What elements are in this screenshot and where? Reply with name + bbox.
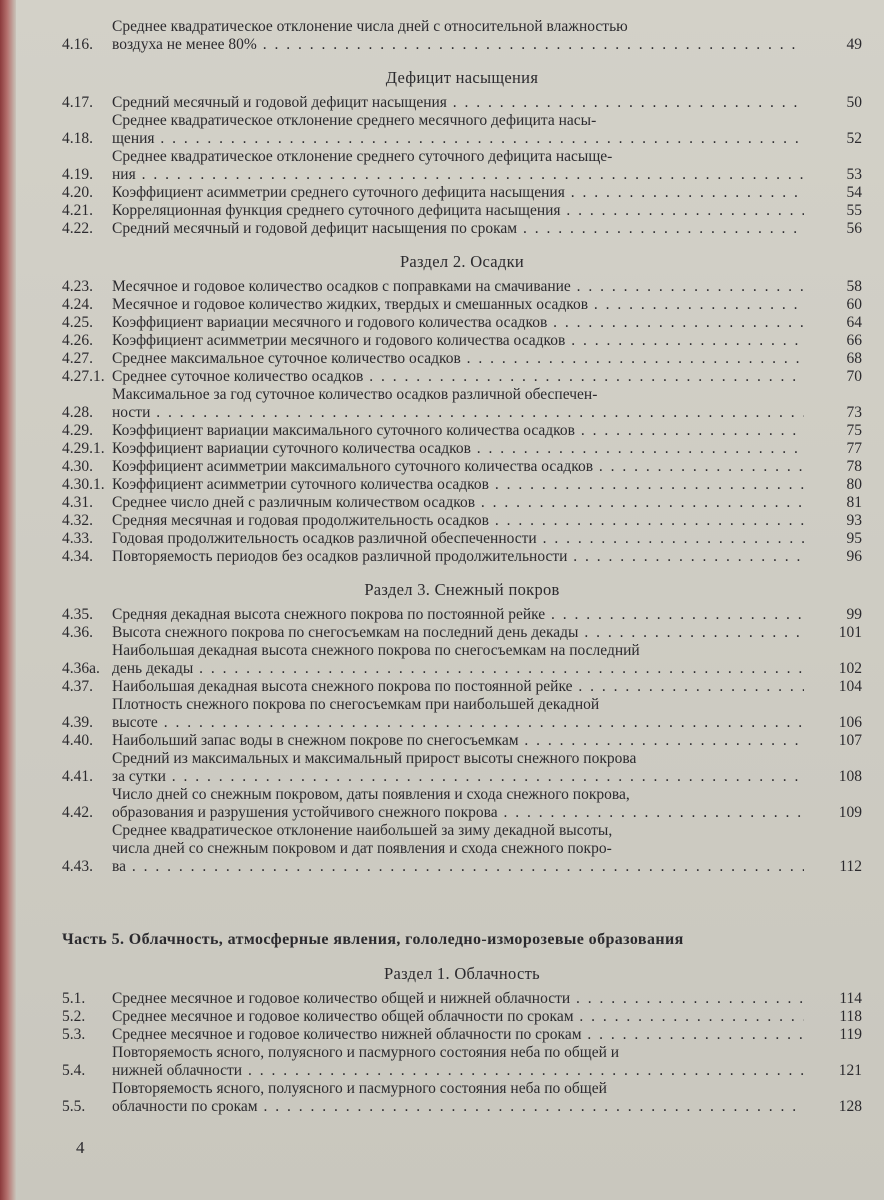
toc-entry-line: Среднее максимальное суточное количество осадков . . . [112,350,804,368]
toc-entry-line: за сутки . . . [112,768,804,786]
toc-entry-line: Наибольшая декадная высота снежного покрова по постоянной рейке . . . [112,678,804,696]
toc-entry-title [112,94,804,112]
toc-entry-number: 4.30. [62,458,93,475]
toc-entry-number: 4.30.1. [62,476,105,493]
toc-entry [62,624,862,642]
red-page-edge [0,0,16,1200]
toc-entry-page: 55 [846,202,862,219]
toc-entry-number: 4.17. [62,94,93,111]
toc-entry-number: 4.40. [62,732,93,749]
toc-entry-line: Среднее месячное и годовое количество нижней облачности по срокам . . . [112,1026,804,1044]
toc-entry-title [112,350,804,368]
toc-entry-page: 66 [846,332,862,349]
toc-entry-line: Среднее квадратическое отклонение среднего суточного дефицита насыще- [112,148,613,165]
toc-entry-number: 4.24. [62,296,93,313]
toc-entry-number: 4.29. [62,422,93,439]
toc-entry-number: 5.2. [62,1008,86,1025]
toc-entry-page: 68 [846,350,862,367]
toc-entry-title [112,696,804,732]
section-heading: Раздел 2. Осадки [399,252,525,271]
toc-entry-number: 4.32. [62,512,93,529]
toc-entry-number: 4.43. [62,858,93,875]
toc-entry-line: день декады . . . [112,660,804,678]
toc-entry-page: 58 [846,278,862,295]
toc-entry-line: числа дней со снежным покровом и дат появления и схода снежного покро- [112,840,612,857]
toc-entry-line: Коэффициент асимметрии максимального суточного количества осадков . . . [112,458,804,476]
toc-entry-title [112,440,804,458]
toc-entry-page: 52 [846,130,862,147]
toc-entry-line: Коэффициент вариации максимального суточного количества осадков . . . [112,422,804,440]
toc-entry-number: 4.33. [62,530,93,547]
toc-entry-page: 112 [839,858,862,875]
toc-entry [62,296,862,314]
toc-entry-line: Среднее квадратическое отклонение наибольшей за зиму декадной высоты, [112,822,613,839]
toc-entry-number: 5.5. [62,1098,86,1115]
toc-entry-number: 5.4. [62,1062,86,1079]
toc-entry [62,476,862,494]
toc-entry-page: 50 [846,94,862,111]
toc-entry-page: 107 [838,732,862,749]
toc-entry-page: 101 [838,624,862,641]
toc-entry [62,148,862,184]
toc-entry [62,94,862,112]
toc-entry [62,678,862,696]
toc-entry [62,368,862,386]
toc-entry-line: Годовая продолжительность осадков различной обеспеченности . . . [112,530,804,548]
toc-entry-page: 80 [846,476,862,493]
toc-entry-line: Коэффициент асимметрии месячного и годового количества осадков . . . [112,332,804,350]
toc-entry-title [112,332,804,350]
toc-entry [62,202,862,220]
toc-entry-number: 4.21. [62,202,93,219]
toc-entry [62,696,862,732]
toc-entry-number: 4.31. [62,494,93,511]
toc-entry-number: 4.34. [62,548,93,565]
toc-entry-page: 118 [839,1008,862,1025]
toc-entry-line: Средний месячный и годовой дефицит насыщения по срокам . . . [112,220,804,238]
toc-entry [62,786,862,822]
toc-entry-title [112,296,804,314]
toc-entry-number: 4.42. [62,804,93,821]
toc-entry [62,350,862,368]
toc-entry-line: Коэффициент вариации суточного количества осадков . . . [112,440,804,458]
toc-entry-number: 4.22. [62,220,93,237]
toc-entry-line: Месячное и годовое количество осадков с поправками на смачивание . . . [112,278,804,296]
toc-entry-title [112,202,804,220]
toc-entry-number: 4.23. [62,278,93,295]
toc-entry-title [112,18,804,54]
toc-entry [62,1026,862,1044]
toc-entry [62,440,862,458]
toc-entry-number: 4.26. [62,332,93,349]
toc-entry-line: облачности по срокам . . . [112,1098,804,1116]
footer-page-number: 4 [76,1138,85,1157]
toc-entry [62,422,862,440]
toc-entry-line: Среднее квадратическое отклонение среднего месячного дефицита насы- [112,112,597,129]
toc-entry-title [112,750,804,786]
toc-entry [62,1008,862,1026]
toc-entry-number: 4.19. [62,166,93,183]
toc-entry-line: ности . . . [112,404,804,422]
toc-entry-line: Повторяемость периодов без осадков различной продолжительности . . . [112,548,804,566]
toc-entry [62,184,862,202]
toc-entry [62,548,862,566]
toc-entry-title [112,278,804,296]
toc-entry-line: Коэффициент асимметрии суточного количества осадков . . . [112,476,804,494]
toc-entry-page: 99 [846,606,862,623]
toc-entry [62,1044,862,1080]
toc-entry-page: 109 [838,804,862,821]
toc-entry-page: 49 [846,36,862,53]
toc-entry-page: 128 [838,1098,862,1115]
toc-entry-line: Наибольшая декадная высота снежного покрова по снегосъемкам на последний [112,642,640,659]
toc-entry [62,18,862,54]
toc-entry-number: 4.28. [62,404,93,421]
toc-entry-page: 70 [846,368,862,385]
toc-entry [62,314,862,332]
toc-entry-page: 54 [846,184,862,201]
toc-entry-number: 4.37. [62,678,93,695]
toc-entry-number: 4.36а. [62,660,100,677]
toc-entry-number: 4.25. [62,314,93,331]
toc-entry-page: 77 [846,440,862,457]
toc-entry-title [112,494,804,512]
toc-entry-page: 60 [846,296,862,313]
toc-entry-page: 95 [846,530,862,547]
toc-entry-page: 106 [838,714,862,731]
toc-entry-title [112,1008,804,1026]
toc-entry-title [112,184,804,202]
toc-entry-line: Высота снежного покрова по снегосъемкам на последний день декады . . . [112,624,804,642]
toc-entry-title [112,148,804,184]
toc-entry-page: 96 [846,548,862,565]
toc-entry-line: Повторяемость ясного, полуясного и пасмурного состояния неба по общей [112,1080,607,1097]
toc-entry [62,732,862,750]
toc-entry-line: Корреляционная функция среднего суточного дефицита насыщения . . . [112,202,804,220]
toc-entry [62,220,862,238]
toc-entry-line: щения . . . [112,130,804,148]
toc-entry-page: 121 [838,1062,862,1079]
toc-entry [62,494,862,512]
toc-entry-title [112,786,804,822]
toc-entry-number: 5.3. [62,1026,86,1043]
table-of-contents [62,18,862,1116]
toc-entry-line: Максимальное за год суточное количество осадков различной обеспечен- [112,386,598,403]
section-heading: Раздел 1. Облачность [384,964,540,983]
toc-entry-page: 78 [846,458,862,475]
toc-entry-page: 93 [846,512,862,529]
toc-entry-page: 114 [839,990,862,1007]
section-heading: Раздел 3. Снежный покров [364,580,560,599]
toc-entry-line: Месячное и годовое количество жидких, твердых и смешанных осадков . . . [112,296,804,314]
toc-entry-title [112,732,804,750]
toc-entry-number: 5.1. [62,990,86,1007]
toc-entry [62,278,862,296]
toc-entry [62,332,862,350]
toc-entry-page: 64 [846,314,862,331]
toc-entry-page: 81 [846,494,862,511]
toc-entry-line: ва . . . [112,858,804,876]
toc-entry-page: 73 [846,404,862,421]
toc-entry-title [112,530,804,548]
toc-entry [62,458,862,476]
section-heading: Дефицит насыщения [385,68,539,87]
toc-entry-line: воздуха не менее 80% . . . [112,36,804,54]
toc-entry-title [112,458,804,476]
toc-entry-title [112,1080,804,1116]
toc-entry-title [112,512,804,530]
toc-entry-title [112,1026,804,1044]
toc-entry-number: 4.20. [62,184,93,201]
toc-entry-title [112,368,804,386]
toc-entry-line: Среднее квадратическое отклонение числа дней с относительной влажностью [112,18,628,35]
toc-entry [62,822,862,876]
part-heading: Часть 5. Облачность, атмосферные явления, гололедно-изморозевые образования [62,931,684,948]
toc-entry [62,990,862,1008]
toc-entry [62,606,862,624]
toc-entry-title [112,220,804,238]
toc-entry-line: Повторяемость ясного, полуясного и пасмурного состояния неба по общей и [112,1044,620,1061]
toc-entry-title [112,314,804,332]
toc-entry [62,750,862,786]
toc-entry-number: 4.39. [62,714,93,731]
toc-entry-number: 4.41. [62,768,93,785]
toc-entry-title [112,112,804,148]
toc-entry-line: Средняя месячная и годовая продолжительность осадков . . . [112,512,804,530]
toc-entry-line: Коэффициент асимметрии среднего суточного дефицита насыщения . . . [112,184,804,202]
toc-entry-page: 119 [839,1026,862,1043]
toc-entry [62,1080,862,1116]
toc-entry-line: нижней облачности . . . [112,1062,804,1080]
toc-entry-line: Среднее число дней с различным количеством осадков . . . [112,494,804,512]
toc-entry-title [112,624,804,642]
toc-entry-line: образования и разрушения устойчивого снежного покрова . . . [112,804,804,822]
toc-entry-title [112,678,804,696]
toc-entry-number: 4.27. [62,350,93,367]
toc-entry-number: 4.29.1. [62,440,105,457]
toc-entry [62,112,862,148]
toc-entry-line: Средний из максимальных и максимальный прирост высоты снежного покрова [112,750,637,767]
toc-entry-page: 102 [838,660,862,677]
toc-entry-page: 53 [846,166,862,183]
toc-entry [62,386,862,422]
toc-entry-line: Наибольший запас воды в снежном покрове по снегосъемкам . . . [112,732,804,750]
toc-entry-line: ния . . . [112,166,804,184]
toc-entry-page: 56 [846,220,862,237]
toc-entry-title [112,476,804,494]
toc-entry-title [112,386,804,422]
toc-entry-line: высоте . . . [112,714,804,732]
toc-entry-line: Число дней со снежным покровом, даты появления и схода снежного покрова, [112,786,630,803]
toc-entry [62,530,862,548]
toc-entry-title [112,822,804,876]
toc-entry-title [112,422,804,440]
toc-entry-line: Средняя декадная высота снежного покрова по постоянной рейке . . . [112,606,804,624]
toc-entry [62,642,862,678]
toc-entry-title [112,642,804,678]
toc-entry-title [112,990,804,1008]
toc-entry-page: 104 [838,678,862,695]
toc-entry-title [112,606,804,624]
toc-entry-number: 4.16. [62,36,93,53]
toc-entry-title [112,1044,804,1080]
toc-entry-number: 4.18. [62,130,93,147]
toc-entry-number: 4.27.1. [62,368,105,385]
toc-entry-number: 4.35. [62,606,93,623]
toc-entry-line: Среднее месячное и годовое количество общей и нижней облачности . . . [112,990,804,1008]
toc-entry-number: 4.36. [62,624,93,641]
toc-entry-line: Коэффициент вариации месячного и годового количества осадков . . . [112,314,804,332]
toc-entry-line: Среднее суточное количество осадков . . . [112,368,804,386]
toc-entry-title [112,548,804,566]
toc-entry-line: Средний месячный и годовой дефицит насыщения . . . [112,94,804,112]
toc-entry-line: Среднее месячное и годовое количество общей облачности по срокам . . . [112,1008,804,1026]
toc-entry [62,512,862,530]
toc-entry-line: Плотность снежного покрова по снегосъемкам при наибольшей декадной [112,696,600,713]
toc-entry-page: 108 [838,768,862,785]
toc-entry-page: 75 [846,422,862,439]
